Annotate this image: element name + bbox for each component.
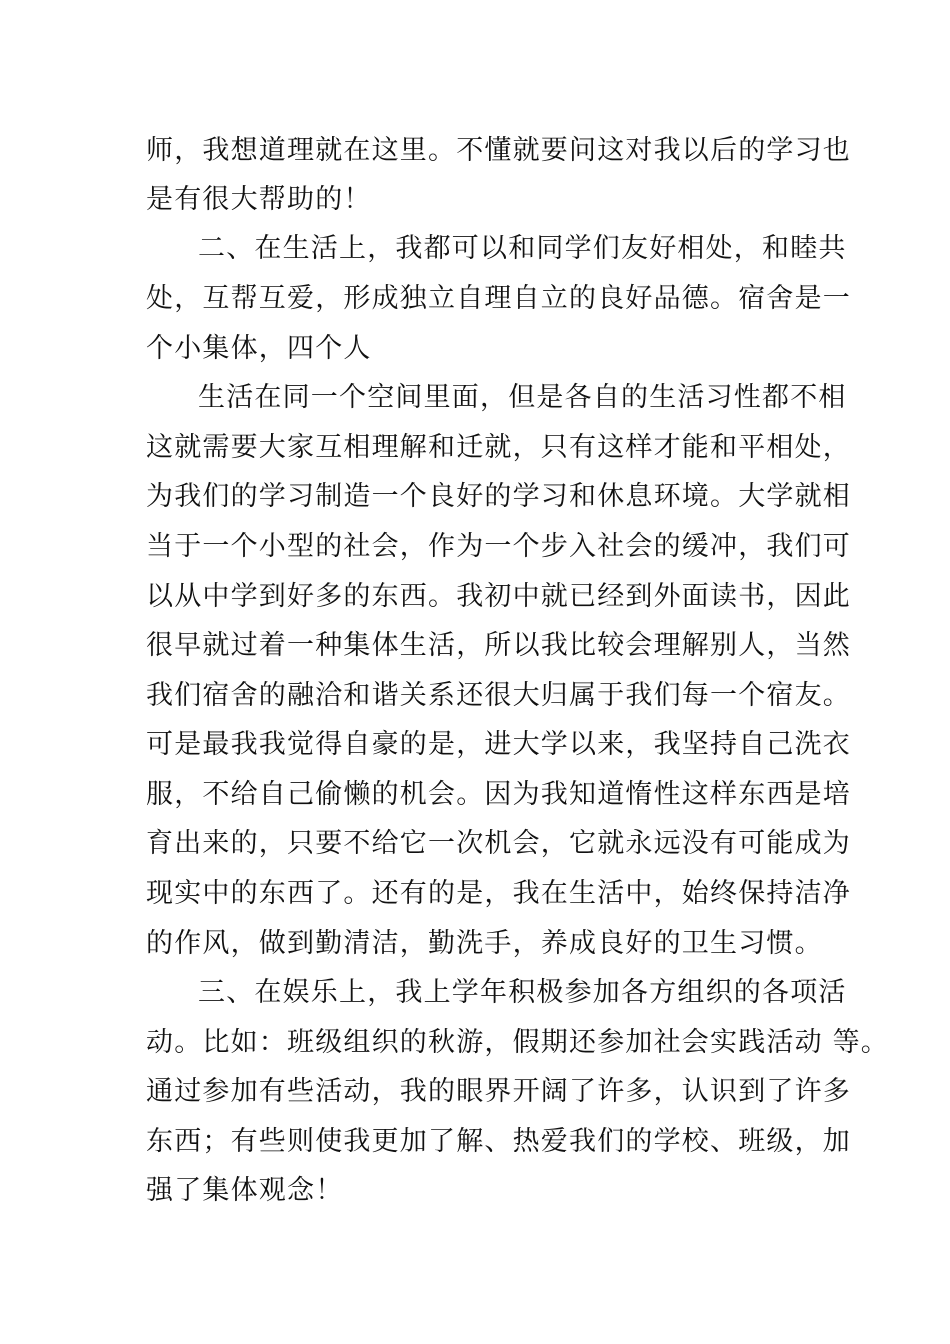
text-line: 服，不给自己偷懒的机会。因为我知道惰性这样东西是培 [146, 779, 851, 810]
text-line: 师，我想道理就在这里。不懂就要问这对我以后的学习也 [146, 135, 851, 166]
text-line: 个小集体，四个人 [146, 333, 372, 364]
text-line: 可是最我我觉得自豪的是，进大学以来，我坚持自己洗衣 [146, 729, 851, 760]
text-line: 以从中学到好多的东西。我初中就已经到外面读书，因此 [146, 581, 851, 612]
text-line: 动。比如：班级组织的秋游，假期还参加社会实践活动 等。 [146, 1027, 889, 1058]
paragraph-start-line: 三、在娱乐上，我上学年积极参加各方组织的各项活 [198, 977, 847, 1008]
text-line: 强了集体观念！ [146, 1175, 344, 1206]
paragraph-start-line: 生活在同一个空间里面，但是各自的生活习性都不相 [198, 382, 847, 413]
text-line: 是有很大帮助的！ [146, 184, 372, 215]
text-line: 很早就过着一种集体生活，所以我比较会理解别人，当然 [146, 630, 851, 661]
text-line: 现实中的东西了。还有的是，我在生活中，始终保持洁净 [146, 878, 851, 909]
text-line: 东西；有些则使我更加了解、热爱我们的学校、班级，加 [146, 1126, 851, 1157]
text-line: 当于一个小型的社会，作为一个步入社会的缓冲，我们可 [146, 531, 851, 562]
paragraph-start-line: 二、在生活上，我都可以和同学们友好相处，和睦共 [198, 233, 847, 264]
text-line: 育出来的，只要不给它一次机会，它就永远没有可能成为 [146, 828, 851, 859]
text-line: 处，互帮互爱，形成独立自理自立的良好品德。宿舍是一 [146, 283, 851, 314]
text-line: 我们宿舍的融洽和谐关系还很大归属于我们每一个宿友。 [146, 680, 851, 711]
text-line: 为我们的学习制造一个良好的学习和休息环境。大学就相 [146, 481, 851, 512]
text-line: 的作风，做到勤清洁，勤洗手，养成良好的卫生习惯。 [146, 928, 823, 959]
text-line: 通过参加有些活动，我的眼界开阔了许多，认识到了许多 [146, 1076, 851, 1107]
text-line: 这就需要大家互相理解和迁就，只有这样才能和平相处， [146, 432, 851, 463]
